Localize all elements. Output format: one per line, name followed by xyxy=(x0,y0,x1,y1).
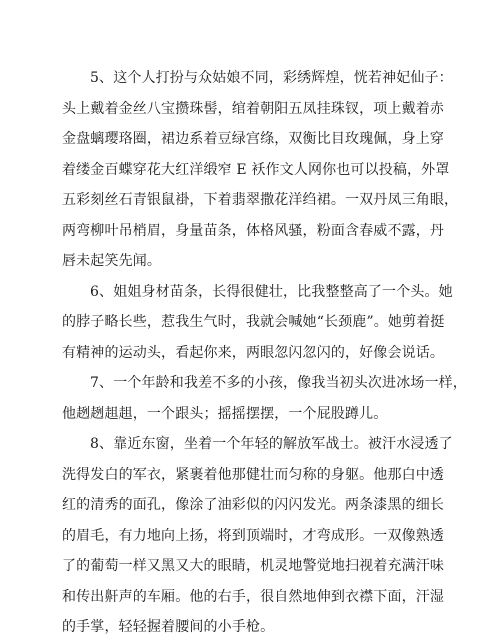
paragraph-8-line-5: 了的葡萄一样又黑又大的眼睛，机灵地警觉地扫视着充满汗味 xyxy=(62,558,445,574)
paragraph-7-line-2: 他趔趔趄趄，一个跟头；摇摇摆摆，一个屁股蹲儿。 xyxy=(62,405,388,422)
paragraph-5-line-4: 着缕金百蝶穿花大红洋缎窄 E 袄作文人网你也可以投稿，外罩 xyxy=(62,161,450,178)
paragraph-6-line-1: 6、姐姐身材苗条，长得很健壮，比我整整高了一个头。她 xyxy=(90,283,453,300)
paragraph-7-line-1: 7、一个年龄和我差不多的小孩，像我当初头次进冰场一样， xyxy=(90,375,467,391)
paragraph-6-line-2: 的脖子略长些，惹我生气时，我就会喊她“长颈鹿”。她剪着挺 xyxy=(62,314,445,330)
paragraph-6-line-3: 有精神的运动头，看起你来，两眼忽闪忽闪的，好像会说话。 xyxy=(62,344,445,361)
paragraph-8-line-7: 的手掌，轻轻握着腰间的小手枪。 xyxy=(62,619,275,635)
paragraph-8-line-2: 洗得发白的军衣，紧裹着他那健壮而匀称的身躯。他那白中透 xyxy=(62,466,445,483)
paragraph-5-line-3: 金盘螭璎珞圈，裙边系着豆绿宫绦，双衡比目玫瑰佩，身上穿 xyxy=(62,131,445,147)
paragraph-8-line-4: 的眉毛，有力地向上扬，将到顶端时，才弯成形。一双像熟透 xyxy=(62,527,445,544)
paragraph-5-line-2: 头上戴着金丝八宝攒珠髻，绾着朝阳五凤挂珠钗，项上戴着赤 xyxy=(62,100,445,117)
paragraph-5-line-5: 五彩刻丝石青银鼠褂，下着翡翠撒花洋绉裙。一双丹凤三角眼， xyxy=(62,192,459,208)
paragraph-5-line-1: 5、这个人打扮与众姑娘不同，彩绣辉煌，恍若神妃仙子： xyxy=(90,70,453,86)
paragraph-5-line-6: 两弯柳叶吊梢眉，身量苗条，体格风骚，粉面含春威不露，丹 xyxy=(62,222,445,239)
paragraph-8-line-6: 和传出鼾声的车厢。他的右手，很自然地伸到衣襟下面，汗湿 xyxy=(62,588,445,605)
paragraph-8-line-1: 8、靠近东窗，坐着一个年轻的解放军战士。被汗水浸透了 xyxy=(90,436,453,452)
document-body xyxy=(62,63,467,643)
paragraph-8-line-3: 红的清秀的面孔，像涂了油彩似的闪闪发光。两条漆黑的细长 xyxy=(62,497,445,513)
paragraph-5-line-7: 唇未起笑先闻。 xyxy=(62,253,162,269)
